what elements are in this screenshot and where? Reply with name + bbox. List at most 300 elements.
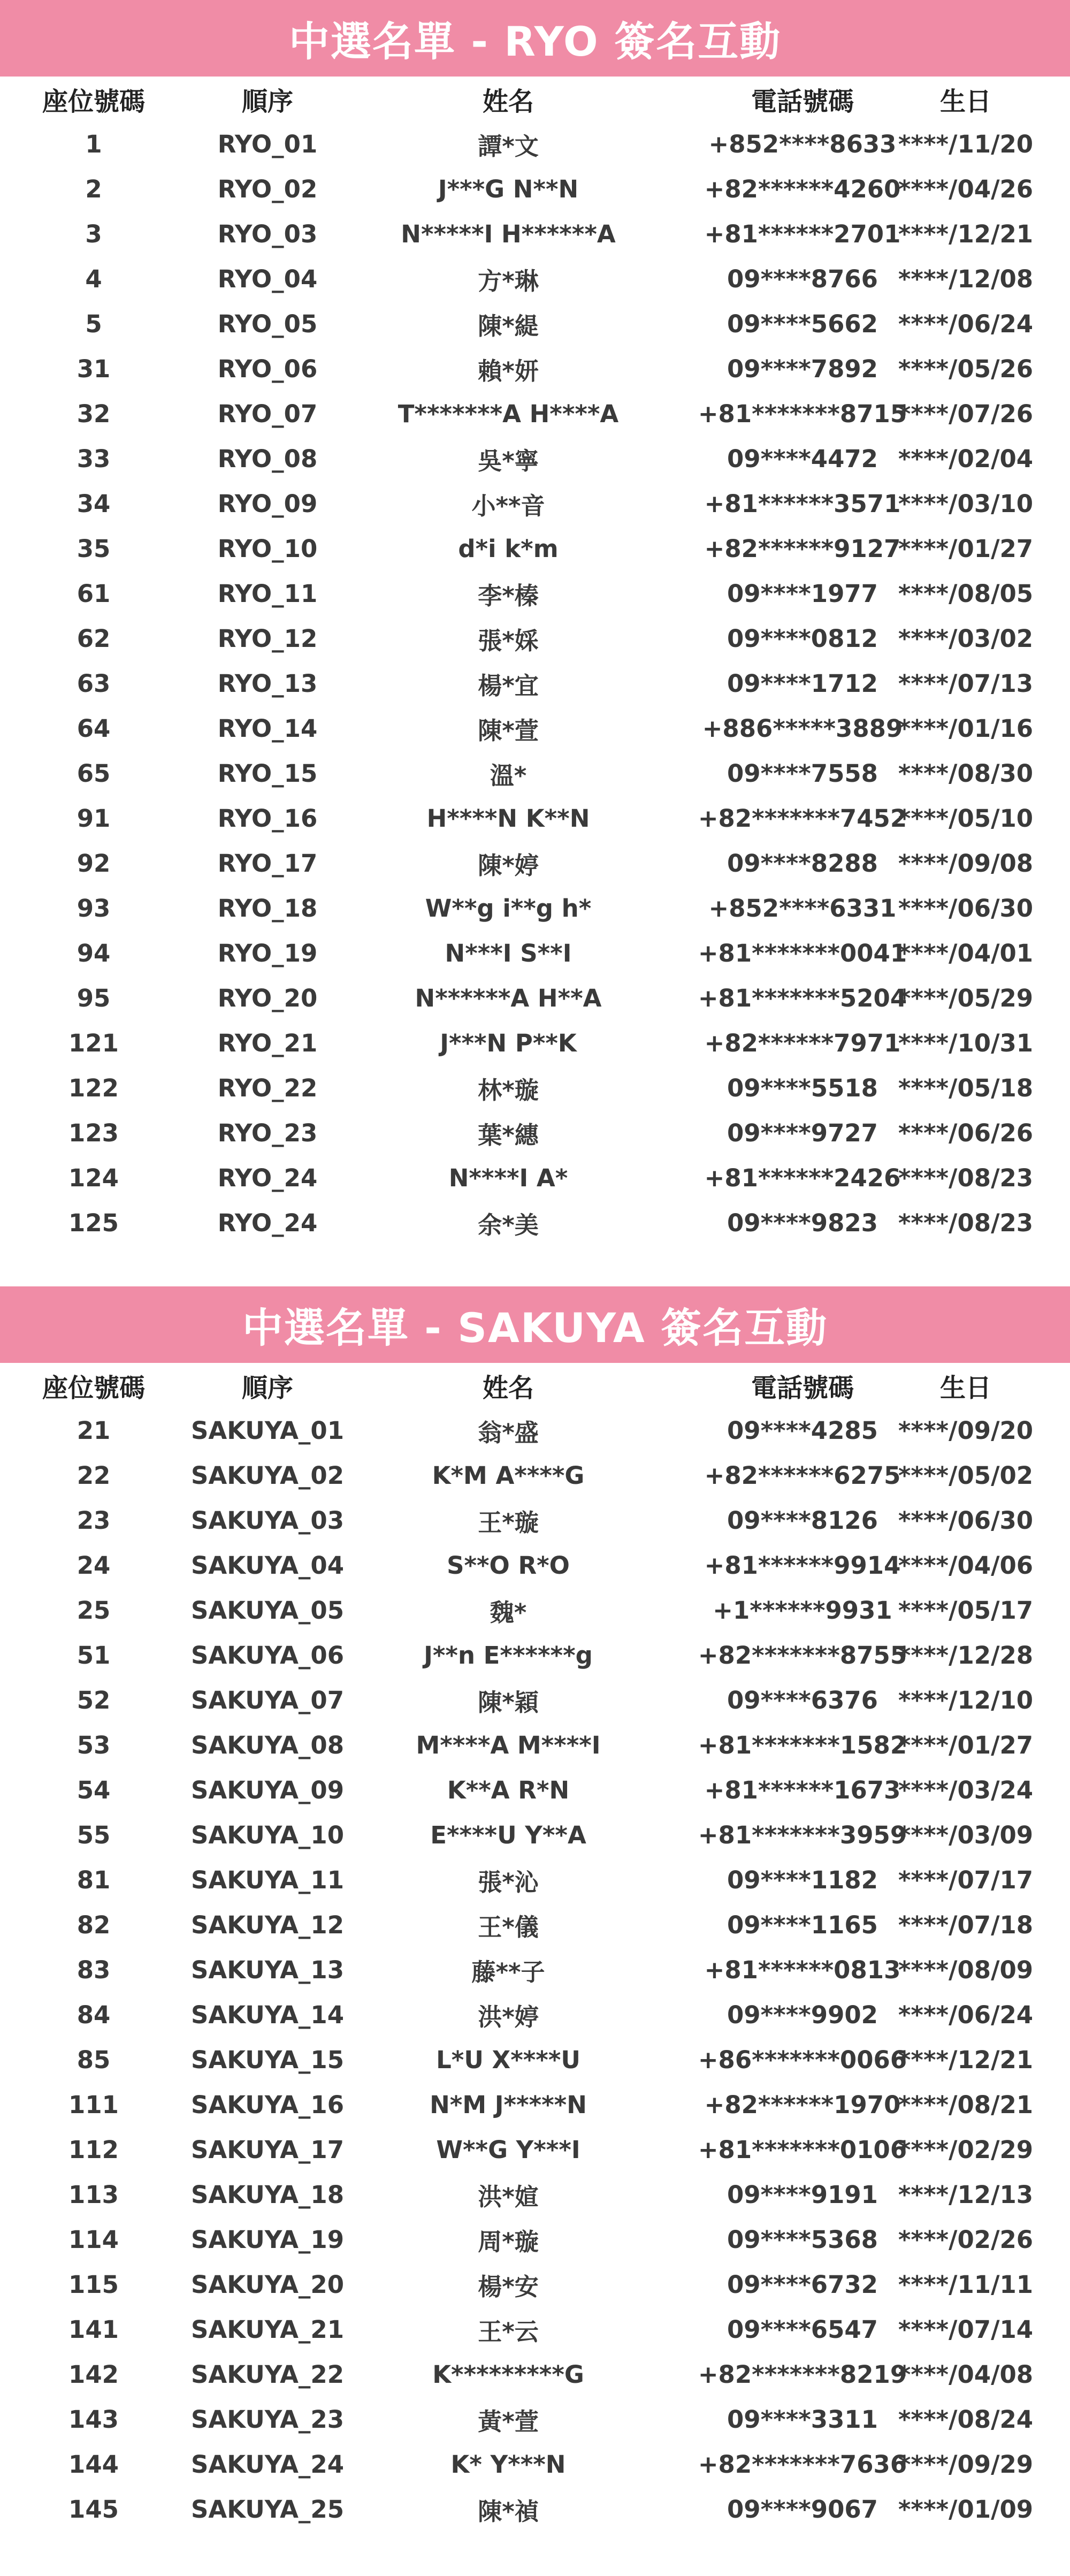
name-cell: W**g i**g h* xyxy=(425,894,592,923)
phone-cell: 09****9067 xyxy=(727,2495,878,2524)
name-cell: 王*儀 xyxy=(478,1912,539,1941)
seat-number-cell: 125 xyxy=(68,1208,119,1237)
phone-cell: +81*******0106 xyxy=(698,2135,907,2164)
name-cell: 方*琳 xyxy=(478,266,539,295)
seat-number-header: 座位號碼 xyxy=(42,86,145,117)
table-row xyxy=(0,571,1070,616)
table-row xyxy=(0,1588,1070,1633)
seat-number-cell: 143 xyxy=(68,2405,119,2434)
order-cell: RYO_08 xyxy=(217,444,318,473)
seat-number-cell: 65 xyxy=(77,759,111,788)
seat-number-cell: 115 xyxy=(68,2270,119,2299)
table-row xyxy=(0,391,1070,436)
phone-cell: 09****8766 xyxy=(727,264,878,293)
name-cell: N***I S**I xyxy=(445,939,572,967)
seat-number-cell: 35 xyxy=(77,534,111,563)
name-cell: 魏* xyxy=(490,1598,527,1627)
seat-number-cell: 1 xyxy=(85,129,102,158)
seat-number-cell: 24 xyxy=(77,1551,111,1580)
table-row xyxy=(0,661,1070,706)
birthday-cell: ****/04/06 xyxy=(898,1551,1034,1580)
birthday-cell: ****/08/23 xyxy=(898,1208,1034,1237)
name-cell: J***N P**K xyxy=(440,1028,577,1057)
name-cell: 王*璇 xyxy=(478,1508,539,1537)
phone-cell: +81*******8715 xyxy=(698,399,907,428)
name-cell: 楊*安 xyxy=(478,2272,539,2301)
table-row xyxy=(0,526,1070,571)
table-row xyxy=(0,2307,1070,2352)
order-cell: SAKUYA_21 xyxy=(190,2315,345,2344)
winner-table-sakuya xyxy=(0,1363,1070,2532)
seat-number-cell: 34 xyxy=(77,489,111,518)
order-cell: SAKUYA_17 xyxy=(190,2135,345,2164)
birthday-cell: ****/10/31 xyxy=(898,1028,1034,1057)
order-cell: RYO_23 xyxy=(217,1118,318,1147)
order-cell: RYO_24 xyxy=(217,1163,318,1192)
birthday-header: 生日 xyxy=(939,1373,991,1403)
section-banner-ryo xyxy=(0,0,1070,77)
table-row xyxy=(0,481,1070,526)
table-row xyxy=(0,1155,1070,1200)
table-row xyxy=(0,1020,1070,1065)
table-row xyxy=(0,166,1070,211)
name-cell: d*i k*m xyxy=(458,534,559,563)
phone-cell: 09****5518 xyxy=(727,1073,878,1102)
sakuya-winner-list-section xyxy=(0,1286,1070,2532)
name-cell: 王*云 xyxy=(478,2317,539,2346)
name-cell: K**A R*N xyxy=(447,1775,570,1804)
seat-number-cell: 62 xyxy=(77,624,111,653)
birthday-cell: ****/02/29 xyxy=(898,2135,1034,2164)
seat-number-cell: 33 xyxy=(77,444,111,473)
seat-number-cell: 91 xyxy=(77,804,111,833)
seat-number-cell: 84 xyxy=(77,2000,111,2029)
phone-cell: 09****6376 xyxy=(727,1686,878,1714)
birthday-cell: ****/05/10 xyxy=(898,804,1034,833)
birthday-cell: ****/04/01 xyxy=(898,939,1034,967)
phone-cell: 09****9191 xyxy=(727,2180,878,2209)
phone-cell: +81******0813 xyxy=(704,1955,901,1984)
phone-cell: 09****4285 xyxy=(727,1416,878,1445)
birthday-cell: ****/01/09 xyxy=(898,2495,1034,2524)
name-cell: 陳*婷 xyxy=(478,851,539,880)
order-cell: SAKUYA_16 xyxy=(190,2090,345,2119)
phone-cell: +886*****3889 xyxy=(702,714,903,743)
table-row xyxy=(0,796,1070,841)
name-cell: 小**音 xyxy=(471,491,545,520)
name-cell: K* Y***N xyxy=(450,2450,566,2479)
name-cell: 陳*穎 xyxy=(478,1688,539,1717)
name-cell: 葉*繐 xyxy=(478,1121,539,1149)
order-cell: SAKUYA_08 xyxy=(190,1731,345,1759)
phone-cell: 09****5662 xyxy=(727,309,878,338)
table-row xyxy=(0,1543,1070,1588)
ryo-winner-list-section xyxy=(0,0,1070,1245)
table-row xyxy=(0,1902,1070,1947)
order-cell: RYO_18 xyxy=(217,894,318,923)
table-row xyxy=(0,2217,1070,2262)
phone-cell: 09****5368 xyxy=(727,2225,878,2254)
table-row xyxy=(0,1633,1070,1678)
birthday-cell: ****/05/26 xyxy=(898,354,1034,383)
order-cell: RYO_20 xyxy=(217,984,318,1012)
birthday-cell: ****/07/13 xyxy=(898,669,1034,698)
order-cell: SAKUYA_05 xyxy=(190,1596,345,1625)
phone-cell: 09****4472 xyxy=(727,444,878,473)
phone-cell: 09****1977 xyxy=(727,579,878,608)
table-row xyxy=(0,886,1070,931)
order-cell: RYO_22 xyxy=(217,1073,318,1102)
birthday-header: 生日 xyxy=(939,86,991,117)
name-cell: K*M A****G xyxy=(432,1461,585,1490)
seat-number-cell: 21 xyxy=(77,1416,111,1445)
name-cell: N******A H**A xyxy=(415,984,602,1012)
birthday-cell: ****/05/17 xyxy=(898,1596,1034,1625)
phone-cell: +81******3571 xyxy=(704,489,901,518)
order-cell: RYO_04 xyxy=(217,264,318,293)
table-row xyxy=(0,1992,1070,2037)
phone-header: 電話號碼 xyxy=(751,86,854,117)
birthday-cell: ****/12/21 xyxy=(898,219,1034,248)
table-row xyxy=(0,1453,1070,1498)
seat-number-cell: 142 xyxy=(68,2360,119,2389)
table-row xyxy=(0,211,1070,256)
section-banner-sakuya xyxy=(0,1286,1070,1363)
order-cell: SAKUYA_13 xyxy=(190,1955,345,1984)
name-cell: 譚*文 xyxy=(478,132,539,161)
order-header: 順序 xyxy=(241,86,293,117)
seat-number-cell: 23 xyxy=(77,1506,111,1535)
phone-cell: +81*******1582 xyxy=(698,1731,907,1759)
order-cell: SAKUYA_06 xyxy=(190,1641,345,1670)
phone-cell: 09****9727 xyxy=(727,1118,878,1147)
phone-cell: +81******2701 xyxy=(704,219,901,248)
winner-table-ryo xyxy=(0,77,1070,1245)
table-row xyxy=(0,975,1070,1020)
phone-cell: +82******1970 xyxy=(704,2090,901,2119)
seat-number-cell: 25 xyxy=(77,1596,111,1625)
birthday-cell: ****/06/30 xyxy=(898,1506,1034,1535)
birthday-cell: ****/08/21 xyxy=(898,2090,1034,2119)
birthday-cell: ****/11/11 xyxy=(898,2270,1034,2299)
table-row xyxy=(0,121,1070,166)
phone-cell: 09****7558 xyxy=(727,759,878,788)
phone-header: 電話號碼 xyxy=(751,1373,854,1403)
seat-number-cell: 2 xyxy=(85,174,102,203)
birthday-cell: ****/07/14 xyxy=(898,2315,1034,2344)
birthday-cell: ****/06/26 xyxy=(898,1118,1034,1147)
seat-number-cell: 52 xyxy=(77,1686,111,1714)
seat-number-cell: 113 xyxy=(68,2180,119,2209)
seat-number-cell: 95 xyxy=(77,984,111,1012)
table-row xyxy=(0,2397,1070,2442)
phone-cell: +852****6331 xyxy=(708,894,897,923)
table-row xyxy=(0,1812,1070,1857)
phone-cell: 09****0812 xyxy=(727,624,878,653)
phone-cell: +82*******8219 xyxy=(698,2360,907,2389)
phone-cell: +81*******3959 xyxy=(698,1820,907,1849)
table-row xyxy=(0,2262,1070,2307)
birthday-cell: ****/01/27 xyxy=(898,534,1034,563)
birthday-cell: ****/09/29 xyxy=(898,2450,1034,2479)
seat-number-cell: 112 xyxy=(68,2135,119,2164)
birthday-cell: ****/07/17 xyxy=(898,1865,1034,1894)
phone-cell: +852****8633 xyxy=(708,129,897,158)
order-cell: SAKUYA_18 xyxy=(190,2180,345,2209)
table-row xyxy=(0,301,1070,346)
name-cell: 李*榛 xyxy=(478,581,539,610)
seat-number-cell: 141 xyxy=(68,2315,119,2344)
birthday-cell: ****/06/24 xyxy=(898,2000,1034,2029)
name-cell: 楊*宜 xyxy=(478,671,539,700)
birthday-cell: ****/04/26 xyxy=(898,174,1034,203)
table-row xyxy=(0,1110,1070,1155)
seat-number-cell: 31 xyxy=(77,354,111,383)
seat-number-cell: 93 xyxy=(77,894,111,923)
phone-cell: 09****7892 xyxy=(727,354,878,383)
order-cell: RYO_06 xyxy=(217,354,318,383)
table-header-row xyxy=(0,77,1070,121)
order-cell: SAKUYA_24 xyxy=(190,2450,345,2479)
name-cell: 余*美 xyxy=(478,1210,539,1239)
order-cell: SAKUYA_20 xyxy=(190,2270,345,2299)
birthday-cell: ****/12/10 xyxy=(898,1686,1034,1714)
phone-cell: 09****9823 xyxy=(727,1208,878,1237)
name-cell: 張*婇 xyxy=(478,626,539,655)
seat-number-cell: 53 xyxy=(77,1731,111,1759)
seat-number-cell: 55 xyxy=(77,1820,111,1849)
table-row xyxy=(0,1408,1070,1453)
section-title: 中選名單 - RYO 簽名互動 xyxy=(288,18,782,65)
order-cell: RYO_03 xyxy=(217,219,318,248)
name-cell: W**G Y***I xyxy=(436,2135,580,2164)
order-cell: SAKUYA_09 xyxy=(190,1775,345,1804)
order-header: 順序 xyxy=(241,1373,293,1403)
table-row xyxy=(0,346,1070,391)
seat-number-cell: 3 xyxy=(85,219,102,248)
seat-number-cell: 114 xyxy=(68,2225,119,2254)
name-cell: K*********G xyxy=(432,2360,584,2389)
table-row xyxy=(0,1065,1070,1110)
table-row xyxy=(0,616,1070,661)
table-row xyxy=(0,2352,1070,2397)
birthday-cell: ****/05/29 xyxy=(898,984,1034,1012)
order-cell: RYO_07 xyxy=(217,399,318,428)
birthday-cell: ****/08/05 xyxy=(898,579,1034,608)
name-cell: 翁*盛 xyxy=(478,1418,539,1447)
seat-number-cell: 144 xyxy=(68,2450,119,2479)
name-cell: 黃*萱 xyxy=(478,2407,539,2436)
phone-cell: +82*******7452 xyxy=(698,804,907,833)
seat-number-cell: 92 xyxy=(77,849,111,878)
birthday-cell: ****/03/10 xyxy=(898,489,1034,518)
order-cell: SAKUYA_25 xyxy=(190,2495,345,2524)
seat-number-header: 座位號碼 xyxy=(42,1373,145,1403)
name-cell: 洪*婷 xyxy=(478,2002,539,2031)
birthday-cell: ****/03/09 xyxy=(898,1820,1034,1849)
order-cell: RYO_19 xyxy=(217,939,318,967)
table-row xyxy=(0,436,1070,481)
table-row xyxy=(0,2082,1070,2127)
table-row xyxy=(0,706,1070,751)
order-cell: RYO_17 xyxy=(217,849,318,878)
name-cell: 張*沁 xyxy=(478,1868,539,1896)
birthday-cell: ****/12/28 xyxy=(898,1641,1034,1670)
phone-cell: +81******2426 xyxy=(704,1163,901,1192)
table-row xyxy=(0,2487,1070,2532)
seat-number-cell: 124 xyxy=(68,1163,119,1192)
seat-number-cell: 123 xyxy=(68,1118,119,1147)
order-cell: SAKUYA_19 xyxy=(190,2225,345,2254)
birthday-cell: ****/03/02 xyxy=(898,624,1034,653)
name-cell: 吳*寧 xyxy=(478,446,539,475)
phone-cell: +1******9931 xyxy=(713,1596,892,1625)
table-row xyxy=(0,1678,1070,1723)
name-cell: 溫* xyxy=(490,761,527,790)
table-row xyxy=(0,1200,1070,1245)
seat-number-cell: 61 xyxy=(77,579,111,608)
name-cell: N*****I H******A xyxy=(401,219,616,248)
phone-cell: 09****8126 xyxy=(727,1506,878,1535)
phone-cell: 09****1165 xyxy=(727,1910,878,1939)
phone-cell: 09****6547 xyxy=(727,2315,878,2344)
name-cell: 陳*緹 xyxy=(478,311,539,340)
name-cell: 陳*萱 xyxy=(478,716,539,745)
order-cell: RYO_01 xyxy=(217,129,318,158)
phone-cell: 09****3311 xyxy=(727,2405,878,2434)
seat-number-cell: 63 xyxy=(77,669,111,698)
order-cell: RYO_14 xyxy=(217,714,318,743)
seat-number-cell: 5 xyxy=(85,309,102,338)
name-cell: J***G N**N xyxy=(438,174,579,203)
birthday-cell: ****/08/30 xyxy=(898,759,1034,788)
birthday-cell: ****/08/24 xyxy=(898,2405,1034,2434)
order-cell: SAKUYA_23 xyxy=(190,2405,345,2434)
phone-cell: 09****6732 xyxy=(727,2270,878,2299)
seat-number-cell: 51 xyxy=(77,1641,111,1670)
seat-number-cell: 22 xyxy=(77,1461,111,1490)
birthday-cell: ****/12/21 xyxy=(898,2045,1034,2074)
seat-number-cell: 145 xyxy=(68,2495,119,2524)
table-row xyxy=(0,1947,1070,1992)
phone-cell: 09****8288 xyxy=(727,849,878,878)
name-cell: H****N K**N xyxy=(426,804,590,833)
birthday-cell: ****/04/08 xyxy=(898,2360,1034,2389)
order-cell: SAKUYA_10 xyxy=(190,1820,345,1849)
birthday-cell: ****/08/09 xyxy=(898,1955,1034,1984)
name-cell: 賴*妍 xyxy=(478,356,539,385)
name-cell: N*M J*****N xyxy=(430,2090,587,2119)
name-cell: S**O R*O xyxy=(447,1551,570,1580)
order-cell: SAKUYA_15 xyxy=(190,2045,345,2074)
birthday-cell: ****/07/18 xyxy=(898,1910,1034,1939)
birthday-cell: ****/01/27 xyxy=(898,1731,1034,1759)
name-cell: 藤**子 xyxy=(471,1957,545,1986)
order-cell: SAKUYA_22 xyxy=(190,2360,345,2389)
name-header: 姓名 xyxy=(482,1373,534,1403)
birthday-cell: ****/03/24 xyxy=(898,1775,1034,1804)
order-cell: RYO_11 xyxy=(217,579,318,608)
seat-number-cell: 32 xyxy=(77,399,111,428)
section-title: 中選名單 - SAKUYA 簽名互動 xyxy=(242,1304,828,1352)
table-row xyxy=(0,2442,1070,2487)
order-cell: RYO_15 xyxy=(217,759,318,788)
table-row xyxy=(0,751,1070,796)
order-cell: RYO_12 xyxy=(217,624,318,653)
table-row xyxy=(0,1767,1070,1812)
birthday-cell: ****/07/26 xyxy=(898,399,1034,428)
name-cell: J**n E******g xyxy=(424,1641,593,1670)
order-cell: RYO_09 xyxy=(217,489,318,518)
order-cell: RYO_10 xyxy=(217,534,318,563)
birthday-cell: ****/06/30 xyxy=(898,894,1034,923)
order-cell: SAKUYA_03 xyxy=(190,1506,345,1535)
order-cell: SAKUYA_04 xyxy=(190,1551,345,1580)
name-cell: 陳*禎 xyxy=(478,2497,539,2526)
table-row xyxy=(0,1498,1070,1543)
phone-cell: +81******1673 xyxy=(704,1775,901,1804)
name-cell: E****U Y**A xyxy=(430,1820,586,1849)
order-cell: SAKUYA_14 xyxy=(190,2000,345,2029)
birthday-cell: ****/11/20 xyxy=(898,129,1034,158)
name-cell: L*U X****U xyxy=(436,2045,580,2074)
phone-cell: +81******9914 xyxy=(704,1551,901,1580)
birthday-cell: ****/01/16 xyxy=(898,714,1034,743)
birthday-cell: ****/12/08 xyxy=(898,264,1034,293)
phone-cell: +86*******0066 xyxy=(698,2045,907,2074)
order-cell: RYO_16 xyxy=(217,804,318,833)
seat-number-cell: 121 xyxy=(68,1028,119,1057)
phone-cell: +82******7971 xyxy=(704,1028,901,1057)
name-header: 姓名 xyxy=(482,86,534,117)
order-cell: RYO_24 xyxy=(217,1208,318,1237)
seat-number-cell: 122 xyxy=(68,1073,119,1102)
birthday-cell: ****/12/13 xyxy=(898,2180,1034,2209)
name-cell: 洪*媗 xyxy=(478,2182,539,2211)
birthday-cell: ****/08/23 xyxy=(898,1163,1034,1192)
birthday-cell: ****/02/26 xyxy=(898,2225,1034,2254)
phone-cell: +82******4260 xyxy=(704,174,901,203)
seat-number-cell: 94 xyxy=(77,939,111,967)
birthday-cell: ****/02/04 xyxy=(898,444,1034,473)
seat-number-cell: 81 xyxy=(77,1865,111,1894)
order-cell: RYO_21 xyxy=(217,1028,318,1057)
phone-cell: +82*******8755 xyxy=(698,1641,907,1670)
seat-number-cell: 111 xyxy=(68,2090,119,2119)
order-cell: SAKUYA_12 xyxy=(190,1910,345,1939)
order-cell: SAKUYA_07 xyxy=(190,1686,345,1714)
table-row xyxy=(0,841,1070,886)
name-cell: 林*璇 xyxy=(478,1076,539,1104)
phone-cell: +81*******0041 xyxy=(698,939,907,967)
seat-number-cell: 64 xyxy=(77,714,111,743)
order-cell: RYO_13 xyxy=(217,669,318,698)
table-row xyxy=(0,931,1070,975)
birthday-cell: ****/05/02 xyxy=(898,1461,1034,1490)
seat-number-cell: 83 xyxy=(77,1955,111,1984)
name-cell: M****A M****I xyxy=(416,1731,601,1759)
seat-number-cell: 4 xyxy=(85,264,102,293)
order-cell: SAKUYA_11 xyxy=(190,1865,345,1894)
phone-cell: 09****9902 xyxy=(727,2000,878,2029)
table-row xyxy=(0,2127,1070,2172)
phone-cell: 09****1182 xyxy=(727,1865,878,1894)
birthday-cell: ****/09/08 xyxy=(898,849,1034,878)
name-cell: N****I A* xyxy=(448,1163,568,1192)
name-cell: 周*璇 xyxy=(478,2227,539,2256)
order-cell: SAKUYA_02 xyxy=(190,1461,345,1490)
seat-number-cell: 85 xyxy=(77,2045,111,2074)
